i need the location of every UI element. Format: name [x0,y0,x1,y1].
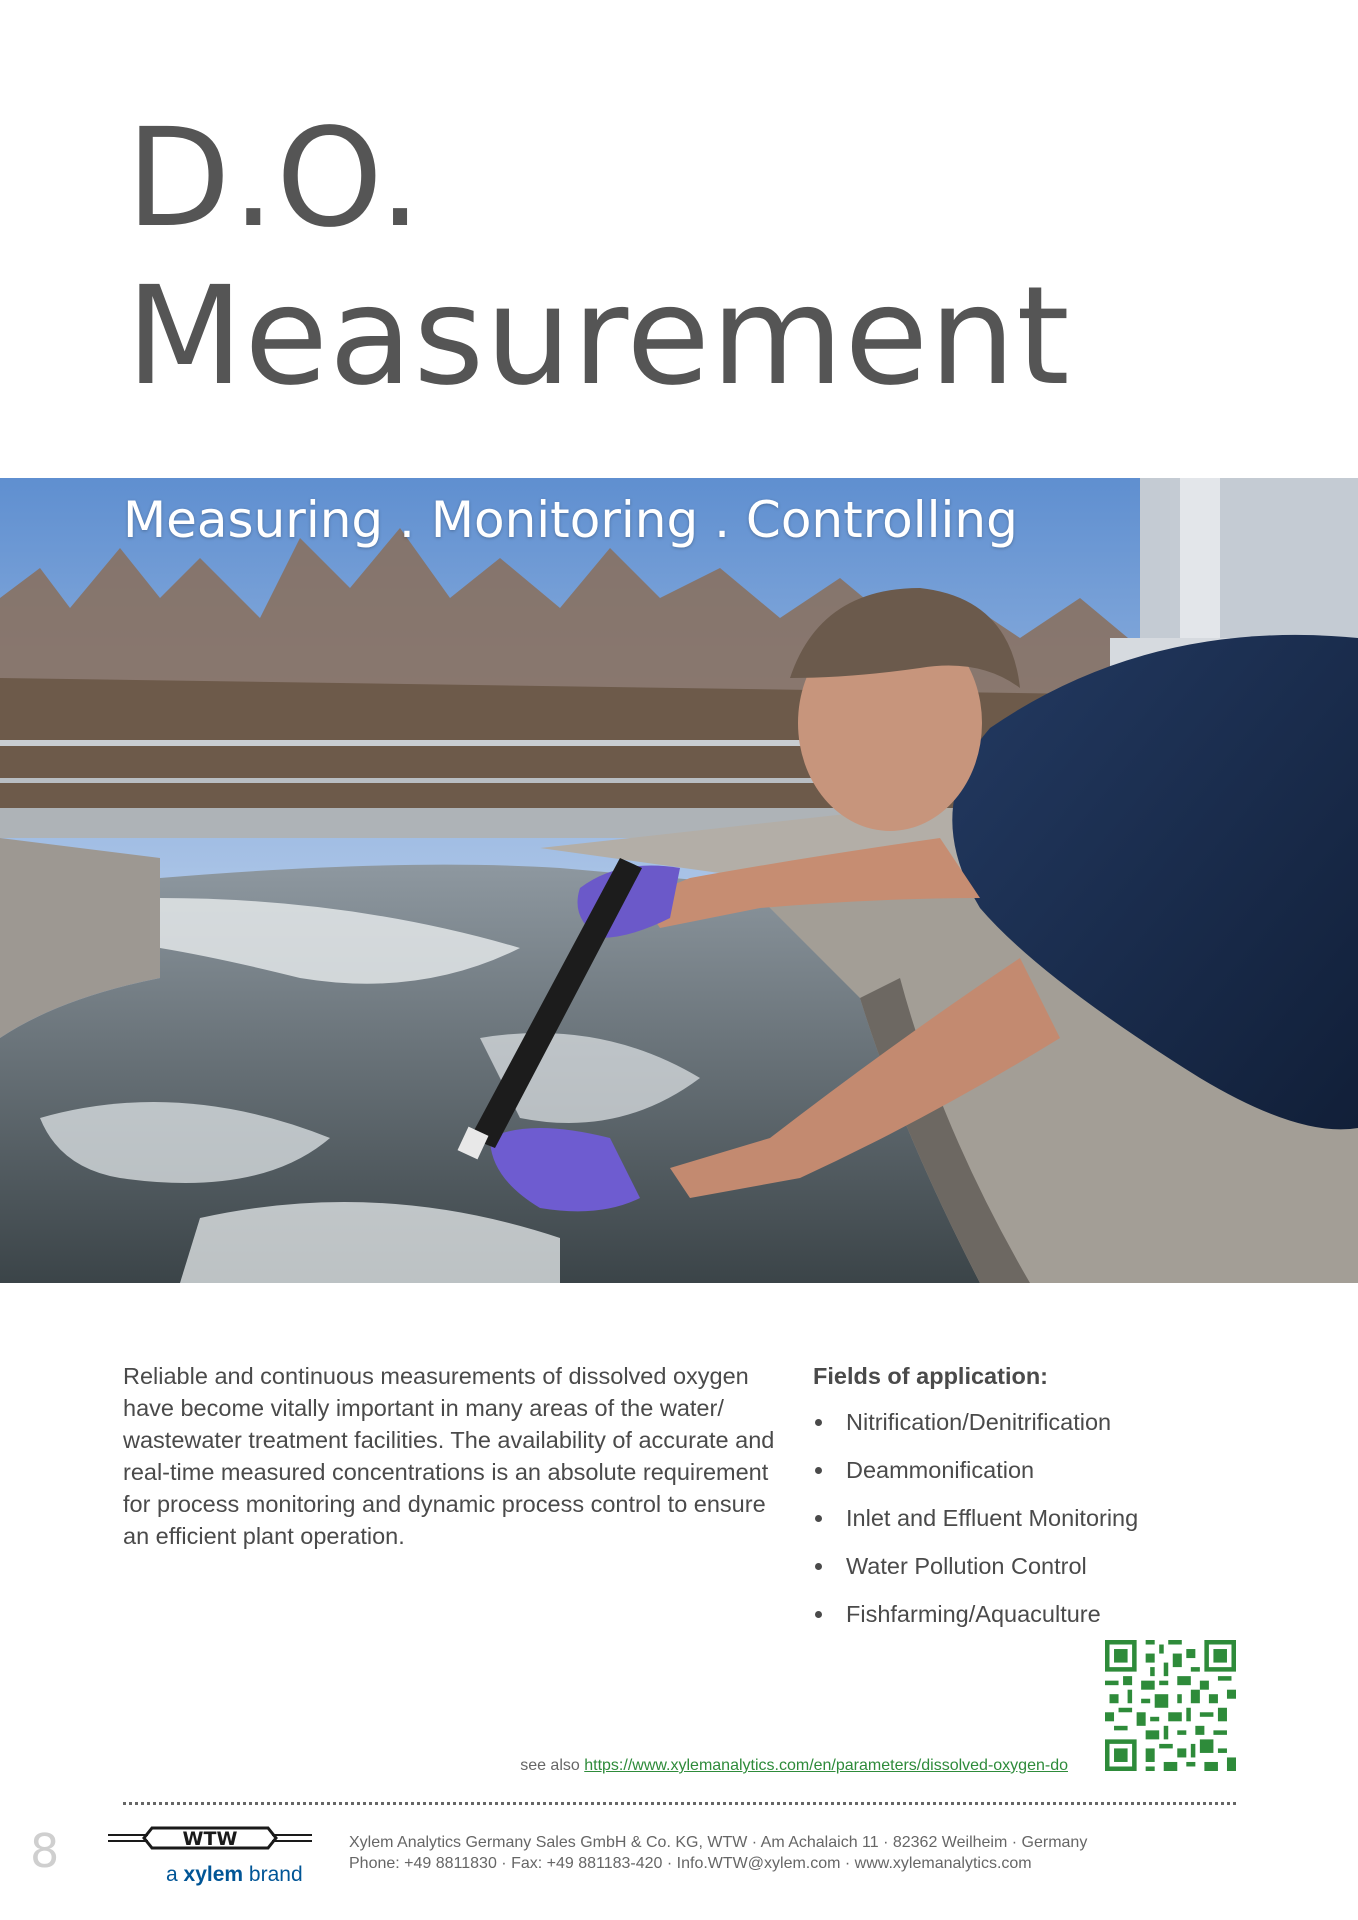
list-item [813,1550,1253,1582]
see-also-link[interactable]: https://www.xylemanalytics.com/en/parameters/dissolved-oxygen-do [584,1757,1068,1774]
list-item [813,1502,1253,1534]
title-line-2: Measurement [126,258,1071,416]
list-item-label: Deammonification [846,1457,1035,1483]
brand-prefix: a [166,1863,178,1886]
brand-name: xylem [183,1863,244,1886]
page-number: 8 [30,1824,60,1878]
fields-heading: Fields of application: [813,1363,1049,1389]
brand-suffix: brand [248,1863,303,1886]
list-item [813,1598,1253,1630]
list-item-label: Inlet and Effluent Monitoring [846,1505,1139,1531]
bullet-icon [815,1563,822,1570]
list-item [813,1406,1253,1438]
list-item-label: Nitrification/Denitrification [846,1409,1112,1435]
list-item [813,1454,1253,1486]
contact-line: Phone: +49 8811830 · Fax: +49 881183-420 · Info.WTW@xylem.com · www.xylemanalytics.com [349,1855,1032,1872]
footer-divider [123,1802,1236,1805]
qr-code-icon[interactable] [1105,1640,1236,1771]
brand-line [166,1862,303,1888]
logo-text: WTW [182,1828,238,1850]
footer-address [349,1832,1087,1874]
see-also [0,1755,1068,1777]
tagline: Measuring . Monitoring . Controlling [123,491,1018,549]
list-item-label: Fishfarming/Aquaculture [846,1601,1101,1627]
hero-photo [0,478,1358,1283]
address-line: Xylem Analytics Germany Sales GmbH & Co. KG, WTW · Am Achalaich 11 · 82362 Weilheim · Germany [349,1834,1088,1851]
list-item-label: Water Pollution Control [846,1553,1087,1579]
fields-of-application [813,1360,1253,1646]
intro-paragraph: Reliable and continuous measurements of dissolved oxygen have become vitally important in many areas of the water/ wastewater treatment facilities. The availability of accurate and real-time measured concentrations is an absolute requirement for process monitoring and dynamic process control to ensure an efficient plant operation. [123,1363,775,1549]
bullet-icon [815,1467,822,1474]
hero-photo-illustration [0,478,1358,1283]
bullet-icon [815,1611,822,1618]
bullet-icon [815,1515,822,1522]
fields-list [813,1406,1253,1630]
page-title [126,100,1071,416]
bullet-icon [815,1419,822,1426]
title-line-1: D.O. [126,100,423,258]
see-also-prefix: see also [520,1757,580,1774]
